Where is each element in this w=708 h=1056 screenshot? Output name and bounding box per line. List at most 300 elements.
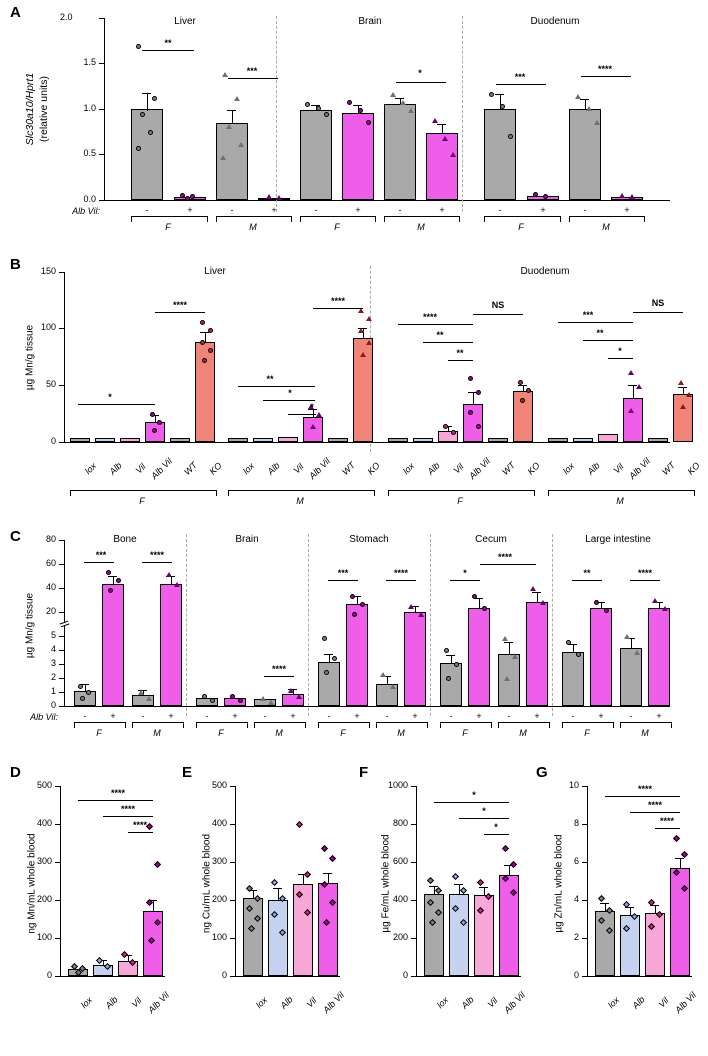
panel-f-genotype: Alb Vil xyxy=(502,990,528,1016)
panel-d-genotype: lox xyxy=(78,994,95,1011)
significance-label: * xyxy=(463,568,467,578)
panel-d-yticklabel: 0 xyxy=(46,970,52,980)
bar xyxy=(102,584,124,706)
data-point xyxy=(662,606,668,611)
panel-c-group-title: Brain xyxy=(235,534,259,545)
data-point xyxy=(208,348,213,353)
panel-b-genotype: Vil xyxy=(133,461,148,476)
panel-b-yticklabel: 0 xyxy=(50,436,56,446)
panel-b-sex-label: F xyxy=(139,496,145,506)
panel-a-sex-label: F xyxy=(334,222,340,232)
panel-d-ytick xyxy=(55,862,60,863)
panel-a-xsign: - xyxy=(145,205,149,215)
error-bar xyxy=(473,392,474,405)
significance-label: **** xyxy=(422,312,437,322)
panel-c-yticklabel: 2 xyxy=(50,672,56,682)
bar xyxy=(673,394,693,442)
significance-label: **** xyxy=(597,64,612,74)
bar xyxy=(474,895,494,976)
panel-c-group-title: Cecum xyxy=(475,534,507,545)
significance-label: ** xyxy=(436,330,444,340)
panel-c-yticklabel: 5 xyxy=(50,630,56,640)
data-point xyxy=(619,193,625,198)
data-point xyxy=(502,845,509,852)
bar xyxy=(424,894,444,976)
significance-line xyxy=(228,78,278,79)
panel-a-group-title: Brain xyxy=(358,16,382,27)
data-point xyxy=(305,102,310,107)
significance-label: **** xyxy=(637,784,652,794)
error-bar xyxy=(683,387,684,395)
data-point xyxy=(634,650,640,655)
significance-label: * xyxy=(288,388,292,398)
data-point xyxy=(366,316,372,321)
data-point xyxy=(468,410,473,415)
panel-a-xsign: - xyxy=(398,205,402,215)
significance-line xyxy=(655,828,680,829)
data-point xyxy=(358,108,363,113)
bar xyxy=(342,113,374,200)
error-bar xyxy=(329,654,330,663)
panel-a-yticklabel: 1.0 xyxy=(83,103,96,113)
panel-c-separator xyxy=(186,534,187,716)
bar xyxy=(228,438,248,442)
significance-line xyxy=(434,802,509,803)
data-point xyxy=(460,887,467,894)
panel-b-ytick xyxy=(59,272,64,273)
panel-b-genotype: WT xyxy=(500,460,518,477)
bar xyxy=(253,438,273,442)
panel-b-yticklabel: 100 xyxy=(40,322,56,332)
panel-a-letter: A xyxy=(10,4,21,21)
panel-c-ytick xyxy=(59,540,64,541)
panel-c-xsign: + xyxy=(168,711,174,721)
panel-c-yticklabel: 60 xyxy=(45,558,56,568)
panel-f-genotype: lox xyxy=(434,994,451,1011)
data-point xyxy=(121,951,128,958)
bar xyxy=(131,109,163,200)
panel-g-genotype: Vil xyxy=(656,995,671,1010)
significance-label: ** xyxy=(583,568,591,578)
panel-g-yticklabel: 4 xyxy=(573,894,579,904)
panel-d-yticklabel: 500 xyxy=(36,780,52,790)
error-bar xyxy=(442,124,443,134)
significance-line xyxy=(396,82,446,83)
significance-label: **** xyxy=(497,552,512,562)
data-point xyxy=(452,873,459,880)
panel-e-genotype: Alb xyxy=(278,994,295,1011)
bar xyxy=(268,900,288,976)
data-point xyxy=(566,640,571,645)
panel-d-yticklabel: 400 xyxy=(36,818,52,828)
bar xyxy=(426,133,458,200)
significance-label: **** xyxy=(330,296,345,306)
data-point xyxy=(322,636,327,641)
panel-b-yticklabel: 150 xyxy=(40,266,56,276)
data-point xyxy=(442,136,448,141)
bar xyxy=(670,868,690,976)
error-bar xyxy=(509,865,510,876)
bar xyxy=(318,662,340,706)
data-point xyxy=(350,594,355,599)
panel-a-xsign: - xyxy=(314,205,318,215)
significance-label: **** xyxy=(149,550,164,560)
error-bar xyxy=(171,576,172,585)
panel-b-sex-label: M xyxy=(296,496,304,506)
data-point xyxy=(432,118,438,123)
panel-a-sex-label: F xyxy=(165,222,171,232)
significance-line xyxy=(423,342,473,343)
significance-label: * xyxy=(494,822,498,832)
error-cap xyxy=(437,124,446,125)
panel-c-xsign: + xyxy=(656,711,662,721)
data-point xyxy=(138,690,144,695)
data-point xyxy=(296,821,303,828)
panel-f-letter: F xyxy=(359,764,369,781)
significance-line xyxy=(155,312,205,313)
panel-a-sex-label: M xyxy=(602,222,610,232)
error-bar xyxy=(205,332,206,343)
error-cap xyxy=(227,110,236,111)
data-point xyxy=(238,698,243,703)
data-point xyxy=(400,100,406,105)
panel-b-yticklabel: 50 xyxy=(45,379,56,389)
significance-line xyxy=(288,414,316,415)
panel-d-yticklabel: 100 xyxy=(36,932,52,942)
panel-b-xaxis xyxy=(64,442,670,443)
data-point xyxy=(418,612,424,617)
bar xyxy=(120,438,140,442)
data-point xyxy=(152,428,157,433)
significance-line xyxy=(263,400,315,401)
panel-b-group-title: Liver xyxy=(204,266,226,277)
panel-b-genotype: lox xyxy=(82,460,99,477)
panel-c-sex-label: F xyxy=(584,728,590,738)
bar xyxy=(620,648,642,706)
panel-a-group-title: Duodenum xyxy=(530,16,580,27)
panel-e xyxy=(177,760,354,1056)
panel-c-xsign: - xyxy=(449,711,453,721)
data-point xyxy=(234,96,240,101)
significance-label: * xyxy=(418,68,422,78)
data-point xyxy=(260,696,266,701)
significance-line xyxy=(496,84,546,85)
panel-b-group-title: Duodenum xyxy=(520,266,570,277)
bar xyxy=(440,663,462,706)
significance-label: **** xyxy=(659,816,674,826)
panel-d-ylabel: ng Mn/mL whole blood xyxy=(26,833,38,934)
error-bar xyxy=(479,598,480,609)
panel-g-yticklabel: 6 xyxy=(573,856,579,866)
panel-c-xsign: + xyxy=(534,711,540,721)
panel-f-ytick xyxy=(411,900,416,901)
significance-line xyxy=(328,580,358,581)
bar xyxy=(216,123,248,200)
error-cap xyxy=(479,887,488,888)
bar xyxy=(293,884,313,976)
error-cap xyxy=(678,387,687,388)
data-point xyxy=(116,578,121,583)
data-point xyxy=(347,100,352,105)
panel-d-xaxis xyxy=(60,976,165,977)
data-point xyxy=(680,404,686,409)
panel-c-xsign: + xyxy=(290,711,296,721)
panel-b-genotype: Alb xyxy=(265,460,282,477)
panel-g-yaxis xyxy=(587,786,588,976)
data-point xyxy=(477,879,484,886)
bar xyxy=(620,915,640,976)
panel-e-xaxis xyxy=(235,976,340,977)
data-point xyxy=(366,340,372,345)
panel-g-yticklabel: 0 xyxy=(573,970,579,980)
panel-a-xsign: - xyxy=(230,205,234,215)
significance-line xyxy=(78,800,153,801)
significance-label: ** xyxy=(596,328,604,338)
data-point xyxy=(624,634,630,639)
error-bar xyxy=(113,576,114,585)
data-point xyxy=(408,604,414,609)
data-point xyxy=(543,194,548,199)
panel-g-yticklabel: 8 xyxy=(573,818,579,828)
significance-label: * xyxy=(310,402,314,412)
significance-label: *** xyxy=(337,568,349,578)
data-point xyxy=(202,694,207,699)
panel-c-ylabel: µg Mn/g tissue xyxy=(24,592,36,659)
data-point xyxy=(526,388,531,393)
data-point xyxy=(628,370,634,375)
data-point xyxy=(157,420,162,425)
panel-a-ylabel-line2: (relative units) xyxy=(38,76,50,142)
panel-g-genotype: lox xyxy=(605,994,622,1011)
bar xyxy=(318,883,338,976)
panel-e-yaxis xyxy=(235,786,236,976)
data-point xyxy=(108,588,113,593)
panel-c-ytick xyxy=(59,564,64,565)
error-bar xyxy=(631,638,632,649)
error-bar xyxy=(659,602,660,609)
panel-f-ylabel: µg Fe/mL whole blood xyxy=(380,834,392,933)
panel-f-yticklabel: 1000 xyxy=(387,780,408,790)
panel-c-yticklabel: 40 xyxy=(45,582,56,592)
data-point xyxy=(482,606,487,611)
data-point xyxy=(512,654,518,659)
data-point xyxy=(598,895,605,902)
data-point xyxy=(530,586,536,591)
error-cap xyxy=(324,654,333,655)
significance-line xyxy=(484,834,509,835)
panel-e-ylabel: ng Cu/mL whole blood xyxy=(201,833,213,934)
panel-f-yticklabel: 0 xyxy=(402,970,408,980)
panel-g-ytick xyxy=(582,824,587,825)
panel-e-yticklabel: 200 xyxy=(211,894,227,904)
panel-c-separator xyxy=(430,534,431,716)
panel-d-ytick xyxy=(55,900,60,901)
data-point xyxy=(78,684,83,689)
error-bar xyxy=(232,110,233,124)
panel-g-ylabel: µg Zn/mL whole blood xyxy=(553,834,565,933)
data-point xyxy=(200,340,205,345)
data-point xyxy=(586,106,592,111)
panel-a-yticklabel: 0.5 xyxy=(83,148,96,158)
panel-c-xsign: - xyxy=(629,711,633,721)
error-cap xyxy=(454,884,463,885)
panel-a-xsign: + xyxy=(187,205,193,215)
data-point xyxy=(316,106,321,111)
bar xyxy=(278,437,298,442)
error-bar xyxy=(147,93,148,111)
data-point xyxy=(238,142,244,147)
panel-g-yticklabel: 10 xyxy=(568,780,579,790)
panel-e-ytick xyxy=(230,862,235,863)
data-point xyxy=(502,636,508,641)
data-point xyxy=(594,600,599,605)
bar xyxy=(384,104,416,200)
panel-f-ytick xyxy=(411,824,416,825)
panel-d-ytick xyxy=(55,786,60,787)
error-bar xyxy=(415,606,416,613)
error-cap xyxy=(395,98,404,99)
data-point xyxy=(446,676,451,681)
panel-a-sex-label: M xyxy=(249,222,257,232)
panel-c-letter: C xyxy=(10,528,21,545)
error-bar xyxy=(633,385,634,399)
panel-a-yaxis xyxy=(104,18,105,200)
panel-a xyxy=(0,0,708,250)
data-point xyxy=(454,662,459,667)
significance-label: * xyxy=(472,790,476,800)
panel-e-ytick xyxy=(230,786,235,787)
panel-c-xsign: - xyxy=(327,711,331,721)
panel-c-xsign: + xyxy=(412,711,418,721)
panel-c-ytick xyxy=(59,664,64,665)
panel-b-ylabel: µg Mn/g tissue xyxy=(24,324,36,391)
panel-e-genotype: Alb Vil xyxy=(321,990,347,1016)
panel-b-ytick xyxy=(59,385,64,386)
data-point xyxy=(575,94,581,99)
panel-c-sex-label: F xyxy=(218,728,224,738)
panel-a-sex-label: F xyxy=(518,222,524,232)
panel-d-ytick xyxy=(55,976,60,977)
significance-label: ** xyxy=(456,348,464,358)
error-bar xyxy=(357,596,358,605)
data-point xyxy=(140,112,145,117)
panel-g-xaxis xyxy=(587,976,692,977)
panel-c-sex-label: F xyxy=(340,728,346,738)
error-cap xyxy=(600,903,609,904)
panel-f-ytick xyxy=(411,786,416,787)
data-point xyxy=(324,670,329,675)
error-cap xyxy=(518,385,527,386)
panel-b-yaxis xyxy=(64,272,65,442)
significance-line xyxy=(459,818,509,819)
panel-d-genotype: Alb xyxy=(103,994,120,1011)
panel-c-xsign: + xyxy=(232,711,238,721)
panel-e-ytick xyxy=(230,976,235,977)
data-point xyxy=(185,196,190,201)
data-point xyxy=(316,412,322,417)
panel-c-yticklabel: 80 xyxy=(45,534,56,544)
panel-b-genotype: WT xyxy=(182,460,200,477)
panel-c-sex-label: M xyxy=(153,728,161,738)
panel-b-genotype: WT xyxy=(340,460,358,477)
panel-g-ytick xyxy=(582,786,587,787)
significance-label: * xyxy=(618,346,622,356)
bar xyxy=(499,875,519,976)
error-bar xyxy=(509,642,510,655)
data-point xyxy=(288,688,294,693)
data-point xyxy=(324,112,329,117)
data-point xyxy=(146,696,152,701)
panel-d xyxy=(0,760,177,1056)
error-bar xyxy=(328,873,329,884)
data-point xyxy=(332,656,337,661)
significance-line xyxy=(264,676,294,677)
significance-label: **** xyxy=(172,300,187,310)
panel-a-yticklabel: 1.5 xyxy=(83,57,96,67)
data-point xyxy=(200,320,205,325)
data-point xyxy=(310,424,316,429)
significance-label: *** xyxy=(95,550,107,560)
panel-b-genotype: Alb Vil xyxy=(149,456,175,482)
bar xyxy=(484,109,516,200)
data-point xyxy=(152,96,157,101)
data-point xyxy=(220,155,226,160)
panel-f-yticklabel: 600 xyxy=(392,856,408,866)
data-point xyxy=(508,134,513,139)
panel-c-sex-label: M xyxy=(641,728,649,738)
data-point xyxy=(268,700,274,705)
data-point xyxy=(329,855,336,862)
bar xyxy=(645,913,665,976)
error-cap xyxy=(446,655,455,656)
panel-g-ytick xyxy=(582,938,587,939)
significance-label: **** xyxy=(271,664,286,674)
error-cap xyxy=(108,576,117,577)
data-point xyxy=(489,92,494,97)
panel-a-sex-label: M xyxy=(417,222,425,232)
panel-b-genotype: Alb Vil xyxy=(467,456,493,482)
significance-line xyxy=(238,386,315,387)
panel-b-genotype: WT xyxy=(660,460,678,477)
bar xyxy=(160,584,182,706)
bar xyxy=(303,417,323,442)
data-point xyxy=(500,104,505,109)
bar xyxy=(573,438,593,442)
panel-g-ytick xyxy=(582,900,587,901)
data-point xyxy=(150,412,155,417)
bar xyxy=(404,612,426,706)
panel-b-genotype: Vil xyxy=(611,461,626,476)
data-point xyxy=(360,352,366,357)
panel-b-sex-label: M xyxy=(616,496,624,506)
bar xyxy=(449,894,469,976)
panel-c-xsign: - xyxy=(205,711,209,721)
panel-c-separator xyxy=(308,534,309,716)
data-point xyxy=(86,690,91,695)
significance-line xyxy=(608,358,633,359)
panel-c-xsign: - xyxy=(385,711,389,721)
data-point xyxy=(468,376,473,381)
panel-c-xsign: - xyxy=(263,711,267,721)
significance-label: **** xyxy=(393,568,408,578)
bar xyxy=(623,398,643,442)
panel-d-yticklabel: 300 xyxy=(36,856,52,866)
bar xyxy=(648,438,668,442)
significance-line xyxy=(450,580,480,581)
data-point xyxy=(148,130,153,135)
error-bar xyxy=(573,644,574,653)
panel-d-letter: D xyxy=(10,764,21,781)
